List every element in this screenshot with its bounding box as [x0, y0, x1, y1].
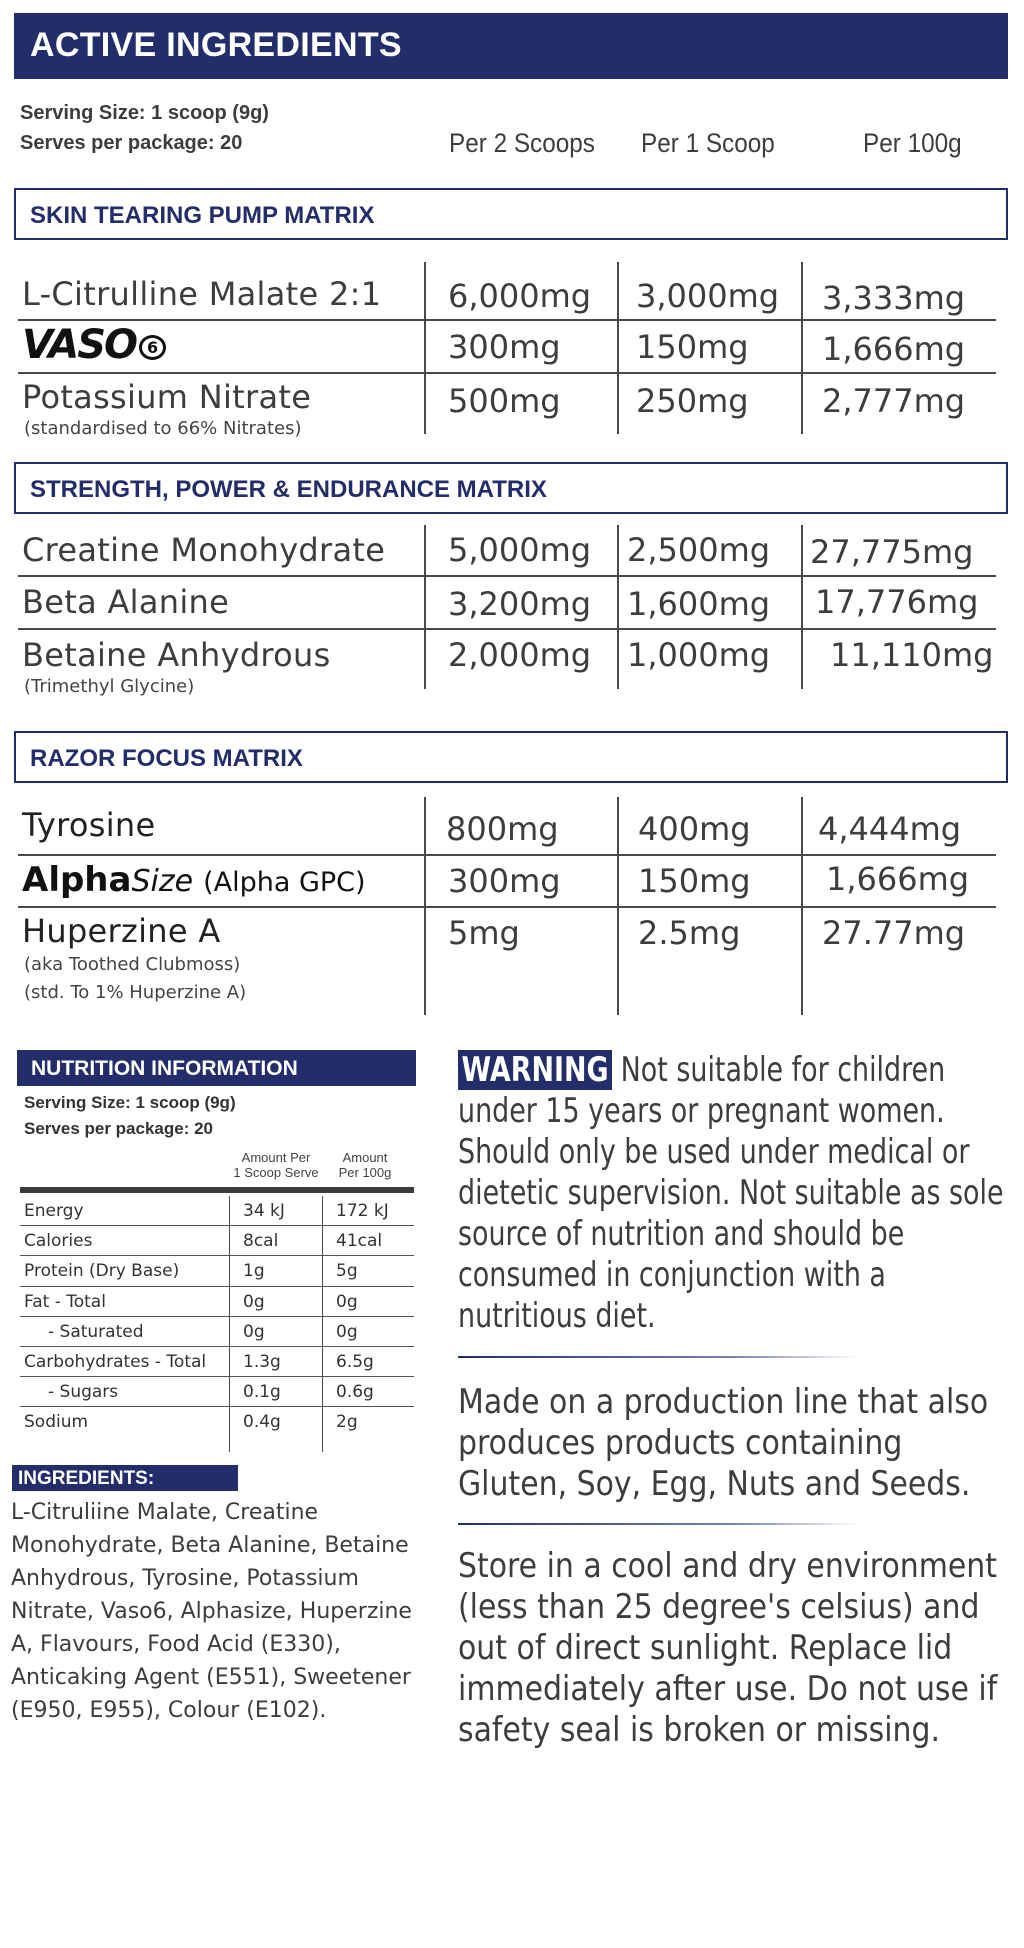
value-per-1-scoop: 400mg [638, 810, 751, 848]
nutrition-label: Carbohydrates - Total [24, 1352, 207, 1372]
column-divider [617, 525, 619, 689]
nutrition-row [0, 1196, 420, 1226]
matrix-razor-focus [14, 731, 1008, 783]
matrix-title: STRENGTH, POWER & ENDURANCE MATRIX [30, 476, 547, 503]
nutrition-serves-per-package: Serves per package: 20 [24, 1119, 214, 1138]
value-per-2-scoops: 3,200mg [448, 585, 592, 623]
nutrition-title: NUTRITION INFORMATION [31, 1057, 298, 1080]
nutrition-per-100g: 5g [336, 1261, 358, 1282]
value-per-100g: 1,666mg [822, 330, 966, 368]
nutrition-per-100g: 172 kJ [336, 1201, 389, 1221]
nutrition-row [0, 1407, 420, 1437]
nutrition-per-serve: 34 kJ [243, 1201, 285, 1221]
column-divider [801, 262, 803, 434]
alphasize-logo: AlphaSize (Alpha GPC) [22, 860, 366, 900]
nutrition-label: Fat - Total [24, 1291, 106, 1312]
active-ingredients-header [14, 13, 1008, 79]
serving-size: Serving Size: 1 scoop (9g) [20, 102, 269, 124]
value-per-100g: 4,444mg [818, 810, 962, 848]
warning-text: Not suitable for children under 15 years or pregnant women. Should only be used under medical or dietetic supervision. Not suitable as sole source of nutrition and should be consumed in conjunction with a nutritious diet. [458, 1050, 1004, 1336]
value-per-2-scoops: 5,000mg [448, 531, 592, 569]
nutrition-serving-info [24, 1090, 236, 1142]
column-per-2-scoops: Per 2 Scoops [449, 128, 595, 158]
column-divider [424, 525, 426, 689]
value-per-1-scoop: 150mg [636, 328, 749, 366]
section-separator [458, 1523, 858, 1525]
ingredient-name: Tyrosine [22, 806, 156, 844]
ingredients-text: L-Citruliine Malate, Creatine Monohydrate, Beta Alanine, Betaine Anhydrous, Tyrosine, Potassium Nitrate, Vaso6, Alphasize, Huperzine A, Flavours, Food Acid (E330), Anticaking Agent (E551), Sweetener (E950, E955), Colour (E102). [11, 1500, 412, 1723]
nutrition-per-100g: 2g [336, 1412, 358, 1433]
warning-badge: WARNING [458, 1050, 612, 1090]
ingredient-name: Potassium Nitrate [22, 378, 312, 416]
nutrition-per-serve: 0g [243, 1321, 265, 1342]
nutrition-per-100g: 6.5g [336, 1352, 374, 1372]
ingredient-note: (aka Toothed Clubmoss) [24, 954, 241, 975]
value-per-1-scoop: 3,000mg [636, 277, 780, 315]
column-divider [617, 262, 619, 434]
value-per-1-scoop: 1,000mg [627, 636, 771, 674]
value-per-1-scoop: 2.5mg [638, 914, 741, 952]
nutrition-col-per-100g: Amount Per 100g [338, 1150, 392, 1180]
value-per-1-scoop: 250mg [636, 382, 749, 420]
matrix-title: SKIN TEARING PUMP MATRIX [30, 202, 375, 229]
value-per-2-scoops: 5mg [448, 914, 520, 952]
nutrition-row [0, 1347, 420, 1377]
value-per-100g: 17,776mg [815, 583, 979, 621]
nutrition-row [0, 1256, 420, 1286]
ingredient-name: Huperzine A [22, 912, 221, 950]
ingredient-name: Beta Alanine [22, 583, 230, 621]
ingredient-name: L-Citrulline Malate 2:1 [22, 275, 382, 313]
warning-block [458, 1050, 1012, 1337]
value-per-2-scoops: 6,000mg [448, 277, 592, 315]
value-per-1-scoop: 150mg [638, 862, 751, 900]
nutrition-col-per-serve: Amount Per 1 Scoop Serve [233, 1150, 319, 1180]
row-divider [18, 906, 996, 908]
section-separator [458, 1356, 858, 1358]
nutrition-row [0, 1317, 420, 1347]
nutrition-per-serve: 0.4g [243, 1412, 281, 1433]
nutrition-label: Calories [24, 1231, 93, 1252]
value-per-100g: 27.77mg [822, 914, 966, 952]
ingredients-header [12, 1465, 238, 1491]
matrix-skin-tearing-pump [14, 188, 1008, 240]
production-note: Made on a production line that also produces products containing Gluten, Soy, Egg, Nuts and Seeds. [458, 1382, 989, 1504]
value-per-2-scoops: 500mg [448, 382, 561, 420]
nutrition-per-100g: 41cal [336, 1231, 383, 1252]
column-divider [801, 525, 803, 689]
column-per-1-scoop: Per 1 Scoop [641, 128, 775, 158]
storage-note: Store in a cool and dry environment (less than 25 degree's celsius) and out of direct sunlight. Replace lid immediately after use. Do not use if safety seal is broken or missing. [458, 1546, 998, 1750]
value-per-1-scoop: 1,600mg [627, 585, 771, 623]
nutrition-per-serve: 1.3g [243, 1352, 281, 1372]
ingredient-note: (standardised to 66% Nitrates) [24, 418, 302, 439]
nutrition-per-100g: 0.6g [336, 1382, 374, 1403]
row-divider [18, 628, 996, 630]
nutrition-information-header [17, 1050, 416, 1086]
value-per-2-scoops: 300mg [448, 862, 561, 900]
nutrition-label: Energy [24, 1201, 84, 1221]
value-per-100g: 1,666mg [826, 860, 970, 898]
ingredients-title: INGREDIENTS: [18, 1468, 155, 1489]
row-divider [18, 854, 996, 856]
row-divider [18, 575, 996, 577]
column-divider [424, 262, 426, 434]
ingredient-name: Creatine Monohydrate [22, 531, 386, 569]
value-per-100g: 2,777mg [822, 382, 966, 420]
nutrition-row [0, 1377, 420, 1407]
value-per-100g: 27,775mg [810, 533, 974, 571]
nutrition-row [0, 1287, 420, 1317]
header-title: ACTIVE INGREDIENTS [30, 26, 402, 64]
serving-info [20, 98, 269, 158]
nutrition-label: - Saturated [48, 1321, 144, 1342]
nutrition-per-serve: 1g [243, 1261, 265, 1282]
nutrition-per-100g: 0g [336, 1291, 358, 1312]
matrix-title: RAZOR FOCUS MATRIX [30, 745, 303, 772]
nutrition-thick-rule [20, 1187, 414, 1193]
nutrition-per-serve: 0g [243, 1291, 265, 1312]
nutrition-label: Protein (Dry Base) [24, 1261, 180, 1282]
nutrition-per-100g: 0g [336, 1321, 358, 1342]
value-per-2-scoops: 2,000mg [448, 636, 592, 674]
serves-per-package: Serves per package: 20 [20, 132, 243, 154]
value-per-2-scoops: 800mg [446, 810, 559, 848]
nutrition-per-serve: 0.1g [243, 1382, 281, 1403]
nutrition-row [0, 1226, 420, 1256]
value-per-2-scoops: 300mg [448, 328, 561, 366]
matrix-strength-power-endurance [14, 462, 1008, 514]
vaso6-logo: VASO 6 [22, 322, 166, 368]
value-per-100g: 3,333mg [822, 279, 966, 317]
column-per-100g: Per 100g [863, 128, 962, 158]
ingredient-note-2: (std. To 1% Huperzine A) [24, 982, 247, 1003]
value-per-100g: 11,110mg [830, 636, 994, 674]
row-divider [18, 319, 996, 321]
nutrition-label: - Sugars [48, 1382, 119, 1403]
ingredient-name: Betaine Anhydrous [22, 636, 331, 674]
nutrition-per-serve: 8cal [243, 1231, 279, 1252]
value-per-1-scoop: 2,500mg [627, 531, 771, 569]
nutrition-serving-size: Serving Size: 1 scoop (9g) [24, 1093, 236, 1112]
row-divider [18, 372, 996, 374]
ingredient-note: (Trimethyl Glycine) [24, 676, 195, 697]
nutrition-label: Sodium [24, 1412, 89, 1433]
